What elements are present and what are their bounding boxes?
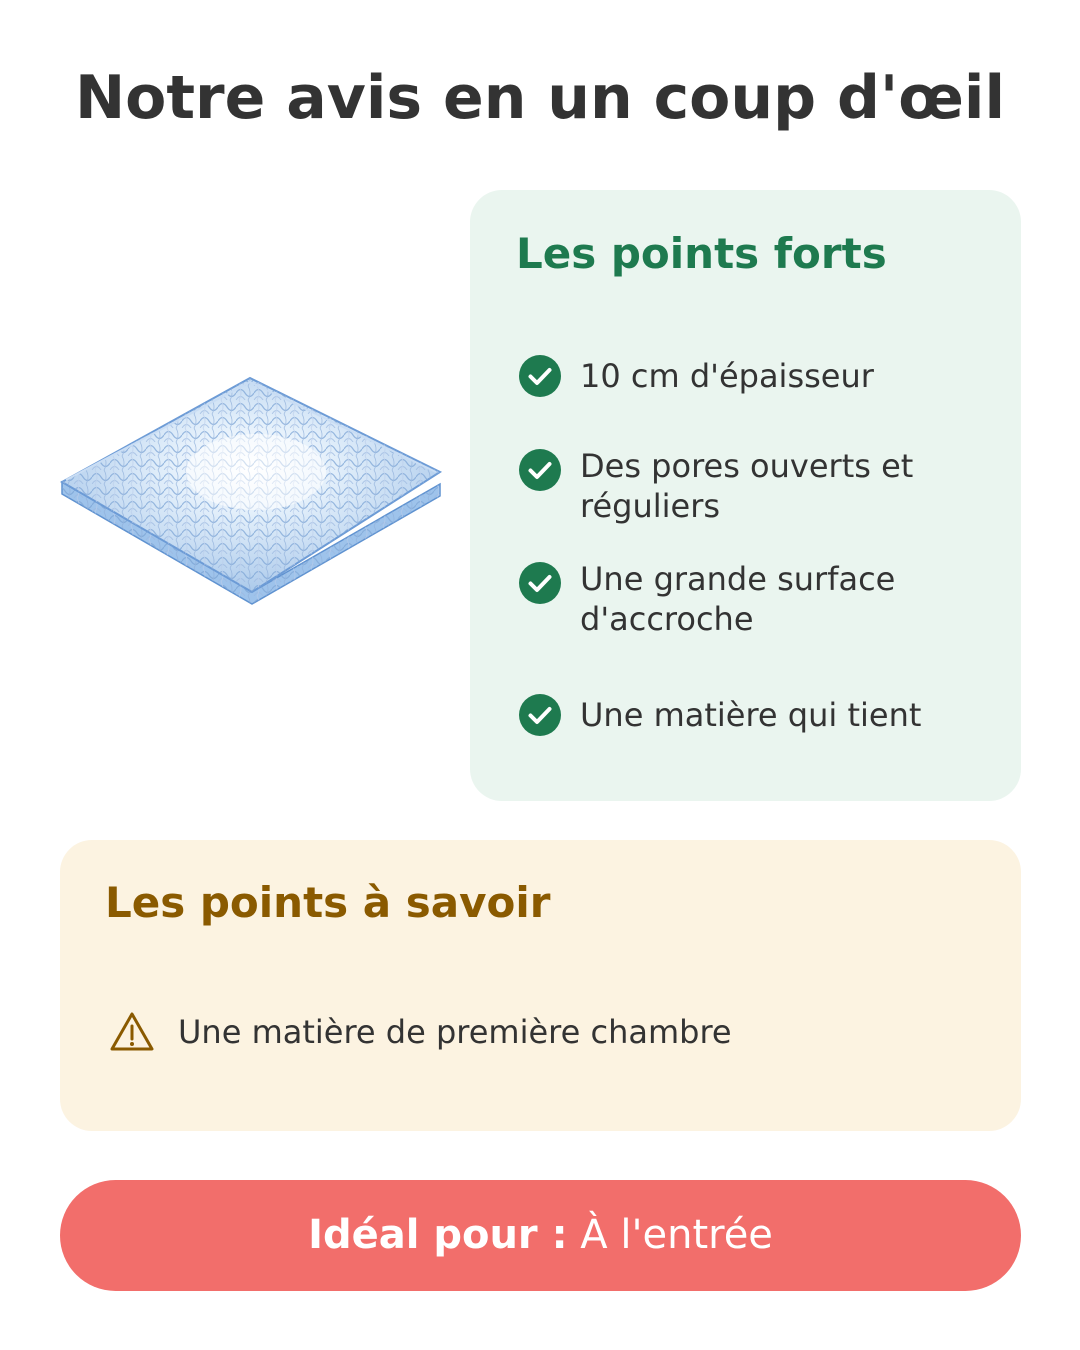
ideal-for-banner xyxy=(60,1180,1021,1291)
strengths-title: Les points forts xyxy=(516,229,887,278)
strength-item xyxy=(518,354,988,450)
strength-label: 10 cm d'épaisseur xyxy=(580,357,874,395)
strengths-card xyxy=(470,190,1021,801)
caveat-item xyxy=(108,1010,968,1058)
strength-label: Des pores ouverts et réguliers xyxy=(580,447,914,525)
caveats-title: Les points à savoir xyxy=(105,878,551,927)
strength-label: Une matière qui tient xyxy=(580,696,922,734)
check-circle-icon xyxy=(518,354,562,398)
strength-item xyxy=(518,446,988,542)
check-circle-icon xyxy=(518,693,562,737)
strength-item xyxy=(518,559,988,655)
ideal-for-value: À l'entrée xyxy=(580,1212,773,1258)
page-title: Notre avis en un coup d'œil xyxy=(74,63,1006,133)
warning-triangle-icon xyxy=(108,1010,156,1054)
strength-item xyxy=(518,693,988,789)
ideal-for-label: Idéal pour : xyxy=(308,1212,568,1258)
foam-filter-pad-illustration xyxy=(56,372,444,616)
caveats-card xyxy=(60,840,1021,1131)
strength-label: Une grande surface d'accroche xyxy=(580,560,896,638)
check-circle-icon xyxy=(518,561,562,605)
caveat-label: Une matière de première chambre xyxy=(178,1013,732,1051)
check-circle-icon xyxy=(518,448,562,492)
